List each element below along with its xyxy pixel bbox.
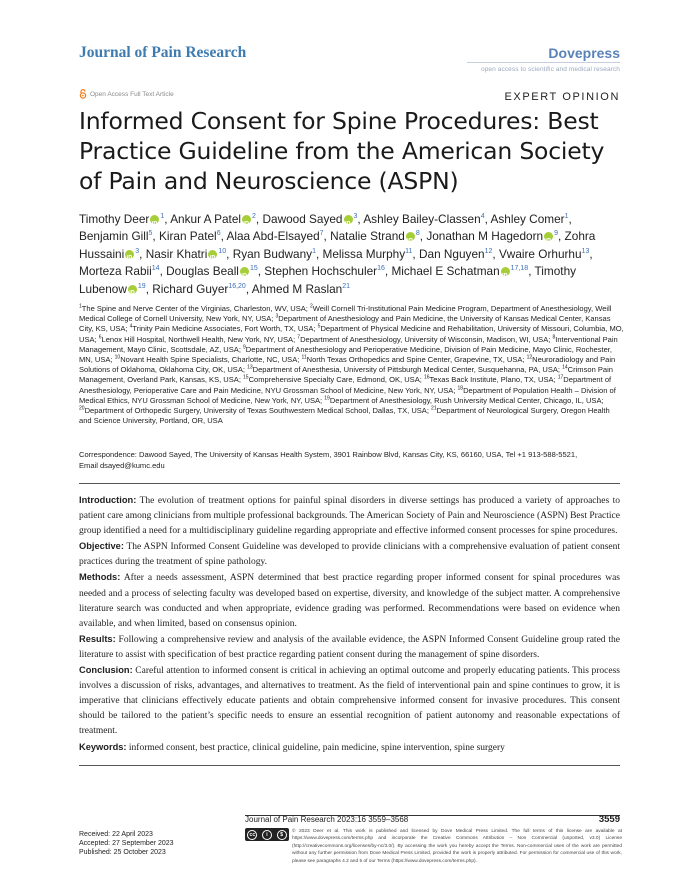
affiliation-number: 5 [317,323,321,330]
affiliation-number: 20 [79,405,85,412]
affiliations: $^1$The Spine and Nerve Center of the Virginias, Charleston, WV, USA; $^2$Weill Cornell Tri-Institutional Pain Medicine Program, Department of Anesthesiology, Weill Medical College of Cornell University, New York, NY, USA; $^3$Department of Anesthesiology and Pain Medicine, the University of Kansas Medical Center, Kansas City, KS, USA; $^4$Trinity Pain Medicine Associates, Fort Worth, TX, USA; $^5$Department of Physical Medicine and Rehabilitation, University of Missouri, Columbia, MO, USA; $^6$Lenox Hill Hospital, Northwell Health, New York, NY, USA; $^7$Department of Anesthesiology, University of Wisconsin, Madison, WI, USA; $^8$Interventional Pain Management, Mayo Clinic, Scottsdale, AZ, USA; $^9$Department of Anesthesiology and Perioperative Medicine, Division of Pain Medicine, Mayo Clinic, Rochester, MN, USA; $^{10}$Novant Health Spine Specialists, Charlotte, NC, USA; $^{11}$North Texas Orthopedics and Spine Center, Grapevine, TX, USA; $^{12}$Neuroradiology and Pain Solutions of Oklahoma, Oklahoma City, OK, USA; $^{13}$Department of Anesthesia, University of Pittsburgh Medical Center, Susquehanna, PA, USA; $^{14}$Crimson Pain Management, Overland Park, Kansas, KS, USA; $^{15}$Comprehensive Specialty Care, Edmond, OK, USA; $^{16}$Texas Back Institute, Plano, TX, USA; $^{17}$Department of Anesthesiology, Perioperative Care and Pain Medicine, NYU Grossman School of Medicine, New York, NY, USA; $^{18}$Department of Population Health – Division of Medical Ethics, NYU Grossman School of Medicine, New York, NY, USA; $^{19}$Department of Anesthesiology, Rush University Medical Center, Chicago, IL, USA; $^{20}$Department of Orthopedic Surgery, University of Texas Southwestern Medical School, Dallas, TX, USA; $^{21}$Department of Neurological Surgery, Oregon Health and Science University, Portland, OR, USA [79,303,624,426]
open-access-label: Open Access Full Text Article [90,90,174,98]
affiliation-text: The Spine and Nerve Center of the Virginias, Charleston, WV, USA [81,304,306,313]
author-affiliation-ref[interactable]: 12 [484,247,493,255]
affiliation-text: Lenox Hill Hospital, Northwell Health, New York, NY, USA [101,334,294,344]
publication-dates [79,830,174,857]
open-access-badge[interactable] [79,89,174,99]
abstract-section-text: The ASPN Informed Consent Guideline was developed to provide clinicians with a comprehensive evaluation of patient consent practices during the treatment of spine pathology. [79,542,620,568]
author-affiliation-ref[interactable]: 1 [564,213,569,221]
author-affiliation-ref[interactable]: 5 [148,230,153,238]
affiliation-text: Department of Orthopedic Surgery, University of Texas Southwestern Medical School, Dallas, TX, USA [84,406,427,416]
author-affiliation-ref[interactable]: 11 [405,247,413,255]
author-affiliation-ref[interactable]: 16,20 [228,282,246,290]
author-affiliation-ref[interactable]: 7 [319,230,324,238]
affiliation-text: Department of Neurological Surgery, Oregon Health and Science University, Portland, OR, USA [79,406,610,426]
abstract-section-text: Following a comprehensive review and analysis of the available evidence, the ASPN Informed Consent Guideline group rated the literature to assist with specification of best practice regarding patient consent during the management of spine disorders. [79,634,620,660]
affiliation-number: 1 [79,303,82,310]
orcid-icon[interactable] [208,250,217,259]
author-name[interactable]: Ryan Budwany [232,246,313,261]
author-name[interactable]: Ashley Bailey-Classen [363,212,481,226]
abstract-bottom-rule [79,765,620,766]
affiliation-text: Comprehensive Specialty Care, Edmond, OK, USA [248,375,420,385]
author-affiliation-ref[interactable]: 9 [554,230,558,238]
cc-by-nc-license-icon[interactable] [245,828,289,841]
affiliation-number: 14 [562,364,568,371]
author-affiliation-ref[interactable]: 2 [252,213,256,221]
abstract [79,493,620,756]
affiliation-text: North Texas Orthopedics and Spine Center, Grapevine, TX, USA [306,355,523,365]
open-access-lock-icon [79,89,87,99]
header-divider [467,62,620,63]
affiliation-text: Interventional Pain Management, Mayo Clinic, Scottsdale, AZ, USA [79,334,618,354]
author-name[interactable]: Nasir Khatri [145,246,208,261]
abstract-section-text: After a needs assessment, ASPN determined that best practice regarding proper informed consent for spinal procedures was needed and a process of selecting faculty was developed based on expertise, diversity, and knowledge of the subject matter. A comprehensive literature search was conducted and when appropriate, evidence grading was performed. Recommendations were based on evidence when available, and when limited, based on consensus opinion. [79,573,620,629]
author-name[interactable]: Timothy Lubenow [79,264,577,296]
cc-icon: cc [247,830,257,840]
affiliation-text: Department of Anesthesiology and Pain Medicine, the University of Kansas Medical Center, Kansas City, KS, USA [79,314,611,334]
author-affiliation-ref[interactable]: 3 [353,213,358,221]
author-affiliation-ref[interactable]: 17,18 [510,265,529,273]
orcid-icon[interactable] [125,250,134,259]
author-name[interactable]: Dawood Sayed [262,212,343,226]
nc-icon: $ [277,830,287,840]
by-icon: i [262,830,272,840]
author-name[interactable]: Natalie Strand [330,229,405,244]
abstract-section [79,539,620,570]
author-name[interactable]: Zohra Hussaini [79,229,596,261]
article-title: Informed Consent for Spine Procedures: Best Practice Guideline from the American Society of Pain and Neuroscience (ASPN) [79,107,605,195]
abstract-section [79,493,620,539]
received-date: Received: 22 April 2023 [79,831,153,838]
affiliation-number: 21 [431,405,437,412]
author-affiliation-ref[interactable]: 3 [135,247,140,255]
affiliation-text: Crimson Pain Management, Overland Park, Kansas, KS, USA [79,365,613,385]
author-name[interactable]: Ankur A Patel [170,212,242,226]
affiliation-number: 11 [301,354,307,361]
author-name[interactable]: Morteza Rabii [79,264,152,279]
author-name[interactable]: Melissa Murphy [322,246,406,261]
orcid-icon[interactable] [240,267,249,276]
correspondence-email[interactable]: Email dsayed@kumc.edu [79,460,165,470]
abstract-section-label: Keywords: [79,741,127,752]
license-text: © 2023 Deer et al. This work is published and licensed by Dove Medical Press Limited. The full terms of this license are available at https://www.dovepress.com/terms.php and incorporate the Creative Commons Attribution – Non Commercial (unported, v3.0) License (http://creativecommons.org/licenses/by-nc/3.0/). By accessing the work you hereby accept the Terms. Non-commercial uses of the work are permitted without any further permission from Dove Medical Press Limited, provided the work is properly attributed. For permission for commercial use of this work, please see paragraphs 4.2 and 5 of our Terms (https://www.dovepress.com/terms.php). [292,829,622,864]
abstract-section-label: Introduction: [79,495,137,505]
author-affiliation-ref[interactable]: 1 [312,247,316,255]
abstract-section-label: Results: [79,633,116,644]
affiliation-text: Department of Physical Medicine and Rehabilitation, University of Missouri, Columbia, MO, USA [79,324,624,344]
affiliation-number: 10 [114,354,121,361]
author-list: Timothy DeeriD $^1$, Ankur A PateliD $^2$, Dawood SayediD $^3$, Ashley Bailey-Classen$^4$, Ashley Comer$^1$, Benjamin Gill$^5$, Kiran Patel$^6$, Alaa Abd-Elsayed$^7$, Natalie StrandiD $^8$, Jonathan M HagedorniD $^9$, Zohra HussainiiD $^3$, Nasir KhatriiD $^{10}$, Ryan Budwany$^1$, Melissa Murphy$^{11}$, Dan Nguyen$^{12}$, Vwaire Orhurhu$^{13}$, Morteza Rabii$^{14}$, Douglas BealliD $^{15}$, Stephen Hochschuler$^{16}$, Michael E SchatmaniD $^{17,18}$, Timothy LubenowiD $^{19}$, Richard Guyer$^{16,20}$, Ahmed M Raslan$^{21}$ [79,211,624,298]
orcid-icon[interactable] [150,215,159,224]
author-affiliation-ref[interactable]: 15 [249,265,258,273]
affiliation-text: Novant Health Spine Specialists, Charlotte, NC, USA [120,355,298,365]
author-affiliation-ref[interactable]: 14 [151,265,160,273]
affiliation-number: 13 [247,364,253,371]
abstract-section [79,570,620,631]
affiliation-number: 6 [98,334,102,341]
publisher-logo[interactable]: Dovepress [548,45,620,61]
author-name[interactable]: Alaa Abd-Elsayed [226,229,320,244]
abstract-section-text: informed consent, best practice, clinical guideline, pain medicine, spine intervention, spine surgery [126,742,505,753]
affiliation-text: Trinity Pain Medicine Associates, Fort Worth, TX, USA [132,324,314,334]
author-name[interactable]: Stephen Hochschuler [264,264,378,279]
affiliation-number: 3 [275,313,279,320]
author-affiliation-ref[interactable]: 6 [216,230,221,238]
article-type: EXPERT OPINION [504,91,620,103]
abstract-section-text: Careful attention to informed consent is critical in achieving an optimal outcome and properly educating patients. This process involves a discussion of risks, advantages, and alternatives to treatment. As the field of interventional pain and spine continues to grow, it is imperative that clinicians effectively educate patients and obtain comprehensive informed consent for invasive procedures. This consent should be tailored to the patient’s specific needs to ensure an essential recognition of patient autonomy and reasonable expectations of treatment. [79,666,620,737]
author-name[interactable]: Dan Nguyen [418,246,485,261]
affiliation-text: Department of Anesthesiology, Rush University Medical Center, Chicago, IL, USA [329,395,602,405]
affiliation-number: 15 [243,374,249,381]
affiliation-number: 19 [324,395,330,402]
affiliation-number: 16 [423,374,430,381]
abstract-section [79,740,620,756]
affiliation-text: Department of Anesthesia, University of Pittsburgh Medical Center, Susquehanna, PA, USA [252,365,558,375]
affiliation-number: 12 [526,354,533,361]
abstract-section [79,663,620,739]
author-affiliation-ref[interactable]: 16 [377,265,385,273]
affiliation-number: 2 [310,303,313,310]
orcid-icon[interactable] [406,232,415,241]
orcid-icon[interactable] [501,267,510,276]
abstract-section-label: Methods: [79,572,121,583]
published-date: Published: 25 October 2023 [79,849,166,856]
correspondence [79,450,624,472]
affiliation-number: 7 [297,334,301,341]
affiliation-number: 4 [129,323,133,330]
page-number: 3559 [598,814,620,825]
author-name[interactable]: Richard Guyer [152,281,229,296]
abstract-top-rule [79,483,620,484]
affiliation-number: 17 [557,374,564,381]
author-affiliation-ref[interactable]: 4 [480,213,485,221]
author-name[interactable]: Kiran Patel [158,229,217,244]
accepted-date: Accepted: 27 September 2023 [79,840,174,847]
author-affiliation-ref[interactable]: 19 [137,282,146,290]
author-name[interactable]: Ashley Comer [490,212,565,226]
correspondence-address: Correspondence: Dawood Sayed, The University of Kansas Health System, 3901 Rainbow Blvd, Kansas City, KS, 66160, USA, Tel +1 913-588-5521, [79,450,578,459]
affiliation-text: Texas Back Institute, Plano, TX, USA [429,375,554,385]
orcid-icon[interactable] [128,285,137,294]
affiliation-number: 8 [552,334,556,341]
publisher-tagline: open access to scientific and medical research [480,66,620,73]
orcid-icon[interactable] [242,215,251,224]
author-affiliation-ref[interactable]: 13 [581,247,590,255]
author-name[interactable]: Jonathan M Hagedorn [426,229,544,244]
author-name[interactable]: Michael E Schatman [391,264,500,279]
author-affiliation-ref[interactable]: 8 [415,230,420,238]
author-affiliation-ref[interactable]: 21 [342,282,351,290]
abstract-section [79,632,620,663]
affiliation-text: Department of Anesthesiology, University of Wisconsin, Madison, WI, USA [300,334,549,344]
abstract-section-label: Conclusion: [79,665,133,676]
author-affiliation-ref[interactable]: 10 [218,247,227,255]
affiliation-text: Weill Cornell Tri-Institutional Pain Medicine Program, Department of Anesthesiology, Weill Medical College of Cornell University, New York, NY, USA [79,304,612,324]
orcid-icon[interactable] [544,232,553,241]
author-name[interactable]: Timothy Deer [79,212,150,226]
author-name[interactable]: Douglas Beall [166,264,239,279]
author-name[interactable]: Benjamin Gill [79,229,149,244]
abstract-section-label: Objective: [79,541,124,552]
affiliation-number: 18 [457,385,464,392]
orcid-icon[interactable] [344,215,353,224]
author-name[interactable]: Vwaire Orhurhu [498,246,582,261]
affiliation-text: Neuroradiology and Pain Solutions of Oklahoma, Oklahoma City, OK, USA [79,355,616,375]
author-affiliation-ref[interactable]: 1 [160,213,165,221]
author-name[interactable]: Ahmed M Raslan [251,281,343,296]
journal-name[interactable]: Journal of Pain Research [79,44,247,61]
abstract-section-text: The evolution of treatment options for painful spinal disorders in diverse settings has produced a variety of approaches to patient care among clinicians from multiple professional backgrounds. The American Society of Pain and Neuroscience (ASPN) Best Practice group identified a need for a multidisciplinary guideline regarding appropriate and effective informed consent processes for spine procedures. [79,496,620,537]
affiliation-text: Department of Anesthesiology, Perioperative Care and Pain Medicine, NYU Grossman School of Medicine, New York, NY, USA [79,375,612,395]
citation[interactable]: Journal of Pain Research 2023:16 3559–3568 [245,815,409,824]
affiliation-text: Department of Population Health – Division of Medical Ethics, NYU Grossman School of Medicine, New York, NY, USA [79,385,616,405]
affiliation-number: 9 [243,344,246,351]
affiliation-text: Department of Anesthesiology and Perioperative Medicine, Division of Pain Medicine, Mayo Clinic, Rochester, MN, USA [79,344,613,365]
